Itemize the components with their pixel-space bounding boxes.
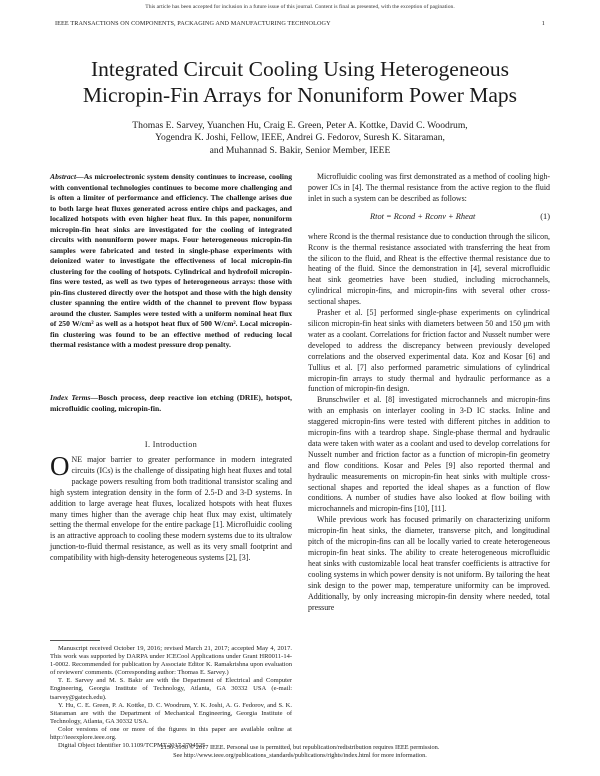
footnote-affiliation-2: Y. Hu, C. E. Green, P. A. Kottke, D. C. Woodrum, Y. K. Joshi, A. G. Fedorov, and S. K. Sitaraman are with the Department of Mechanical Engineering, Georgia Institute of Technology, Atlanta, GA 30332 USA.	[50, 701, 292, 725]
footnote-doi: Digital Object Identifier 10.1109/TCPMT.2017.2704525	[58, 742, 206, 750]
index-terms-heading: Index Terms—	[50, 393, 99, 402]
abstract	[50, 172, 292, 351]
authors-line-1: Thomas E. Sarvey, Yuanchen Hu, Craig E. Green, Peter A. Kottke, David C. Woodrum,	[132, 120, 468, 131]
right-paragraph-2: where Rcond is the thermal resistance due to conduction through the silicon, Rconv is the thermal resistance associated with transferring the heat from the silicon to the fluid, and Rheat is the effective thermal resistance due to heating of the fluid. Since the demonstration in [4], several microfluidic heat sink geometries have been studied, including microchannels, cylindrical micropin-fins, and micropin-fins with several other cross-sectional shapes.	[308, 231, 550, 307]
footnotes	[50, 645, 292, 750]
page-footer	[0, 744, 600, 761]
right-paragraph-5: While previous work has focused primarily on characterizing uniform micropin-fin heat sinks, the diameter, transverse pitch, and longitudinal pitch of the micropin-fins can all be locally varied to create heterogeneous micropin-fin heat sinks. The ability to create heterogeneous microfluidic heat sinks with customizable local heat transfer coefficients is attractive for cooling systems in which power density is not uniform. By tailoring the heat sink design to the power map, temperature uniformity can be improved. Additionally, by only increasing micropin-fin density where needed, total pressure	[308, 515, 550, 612]
footer-rights-link: See http://www.ieee.org/publications_standards/publications/rights/index.html for more information.	[173, 752, 427, 760]
index-terms	[50, 393, 292, 414]
section-heading: I. Introduction	[144, 440, 198, 449]
journal-name: IEEE TRANSACTIONS ON COMPONENTS, PACKAGING AND MANUFACTURING TECHNOLOGY	[55, 20, 331, 27]
abstract-text: As microelectronic system density continues to increase, cooling with conventional technologies continues to become more challenging and is often a limiter of performance and efficiency. The challenge arises due to both large heat fluxes generated across entire chips and packages, and localized hotspots with even higher heat flux. In this paper, nonuniform micropin-fin heat sinks are investigated for the cooling of integrated circuits with nonuniform power maps. Four heterogeneous micropin-fin samples were fabricated and tested in single-phase experiments with deionized water to investigate the effectiveness of local micropin-fin clustering for the cooling of hotspots. Cylindrical and hydrofoil micropin-fins were tested, as well as two types of heterogeneous arrays: those with pin-fins clustered directly over the hotspot and those with the high density cluster spanning the entire width of the channel to prevent flow bypass around the cluster. Samples were tested with a uniform nominal heat flux of 250 W/cm² as well as a hotspot heat flux of 500 W/cm². Local micropin-fin clustering was found to be an effective method of reducing local thermal resistance with a modest pressure drop penalty.	[50, 172, 292, 349]
right-paragraph-1: Microfluidic cooling was first demonstrated as a method of cooling high-power ICs in [4]. The thermal resistance from the active region to the fluid inlet in such a system can be described as follows:	[308, 172, 550, 203]
authors-line-3: and Muhannad S. Bakir, Senior Member, IEEE	[209, 144, 391, 156]
index-terms-text: Bosch process, deep reactive ion etching (DRIE), hotspot, microfluidic cooling, micropin-fin.	[50, 393, 293, 413]
right-column	[308, 172, 550, 613]
footnote-affiliation-1: T. E. Sarvey and M. S. Bakir are with the Department of Electrical and Computer Engineering, Georgia Institute of Technology, Atlanta, GA 30332 USA (e-mail: tsarvey@gatech.edu).	[50, 677, 292, 701]
drop-cap: O	[50, 451, 70, 481]
abstract-heading: Abstract—	[50, 172, 84, 181]
title-line-2: Micropin-Fin Arrays for Nonuniform Power Maps	[82, 83, 518, 107]
author-list	[60, 120, 540, 157]
right-paragraph-3: Prasher et al. [5] performed single-phase experiments on cylindrical silicon micropin-fin heat sinks with diameters between 50 and 150 μm with water as a coolant. Correlations for friction factor and Nusselt number were developed to address the discrepancy between previously developed correlations and the observed experimental data. Koz and Kosar [6] and Tullius et al. [7] also performed parametric simulations of cylindrical micropin-fin arrays to study thermal and hydraulic performance as a function of micropin-fin design.	[308, 308, 550, 394]
intro-text: NE major barrier to greater performance in modern integrated circuits (ICs) is the challenge of dissipating high heat fluxes and total package powers resulting from both traditional transistor scaling and high system integration density in the form of 2.5-D and 3-D systems. In addition to large average heat fluxes, localized hotspots with heat fluxes many times higher than the average chip heat flux may exist, ultimately setting the thermal envelope for the entire package [1]. Microfluidic cooling is an attractive approach to cooling these modern systems due to its ultralow junction-to-fluid thermal resistance, as well as its very small footprint and compatibility with high-density heterogeneous systems [2], [3].	[50, 455, 292, 563]
introduction-paragraph	[50, 451, 292, 564]
equation-body: Rtot = Rcond + Rconv + Rheat	[370, 211, 476, 221]
right-paragraph-4: Brunschwiler et al. [8] investigated microchannels and micropin-fins with an emphasis on interlayer cooling in 3-D IC stacks. Inline and staggered micropin-fins were tested with different pitches in addition to micropin-fins with a teardrop shape. Single-phase thermal and hydraulic data were taken with water as a coolant and used to develop correlations for Nusselt number and friction factor as a function of micropin-fin geometry and flow conditions. Kosar and Peles [9] also reported thermal and hydraulic measurements on micropin-fin heat sinks with multiple cross-sectional shapes and reported the ideal shapes as a function of flow conditions. A number of studies have also looked at flow boiling with microchannels and micropin-fins [10], [11].	[308, 395, 550, 514]
authors-line-2: Yogendra K. Joshi, Fellow, IEEE, Andrei G. Fedorov, Suresh K. Sitaraman,	[155, 132, 445, 144]
footnote-color: Color versions of one or more of the figures in this paper are available online at http://ieeexplore.ieee.org.	[50, 725, 292, 742]
equation-number: (1)	[540, 211, 550, 221]
page-number: 1	[541, 20, 545, 27]
paper-title	[40, 56, 560, 108]
acceptance-notice: This article has been accepted for inclusion in a future issue of this journal. Content is final as presented, with the exception of pagination.	[145, 4, 455, 10]
footnote-manuscript: Manuscript received October 19, 2016; revised March 21, 2017; accepted May 4, 2017. This work was supported by DARPA under ICECool Applications under Grant HR0011-14-1-0002. Recommended for publication by Associate Editor K. Ramakrishna upon evaluation of reviewers' comments. (Corresponding author: Thomas E. Sarvey.)	[50, 645, 292, 677]
footnote-rule	[50, 640, 100, 641]
equation-1	[308, 208, 550, 230]
title-line-1: Integrated Circuit Cooling Using Heterogeneous	[91, 57, 509, 81]
footer-copyright: 2156-3950 © 2017 IEEE. Personal use is permitted, but republication/redistribution requires IEEE permission.	[160, 744, 440, 751]
running-head	[55, 20, 545, 27]
